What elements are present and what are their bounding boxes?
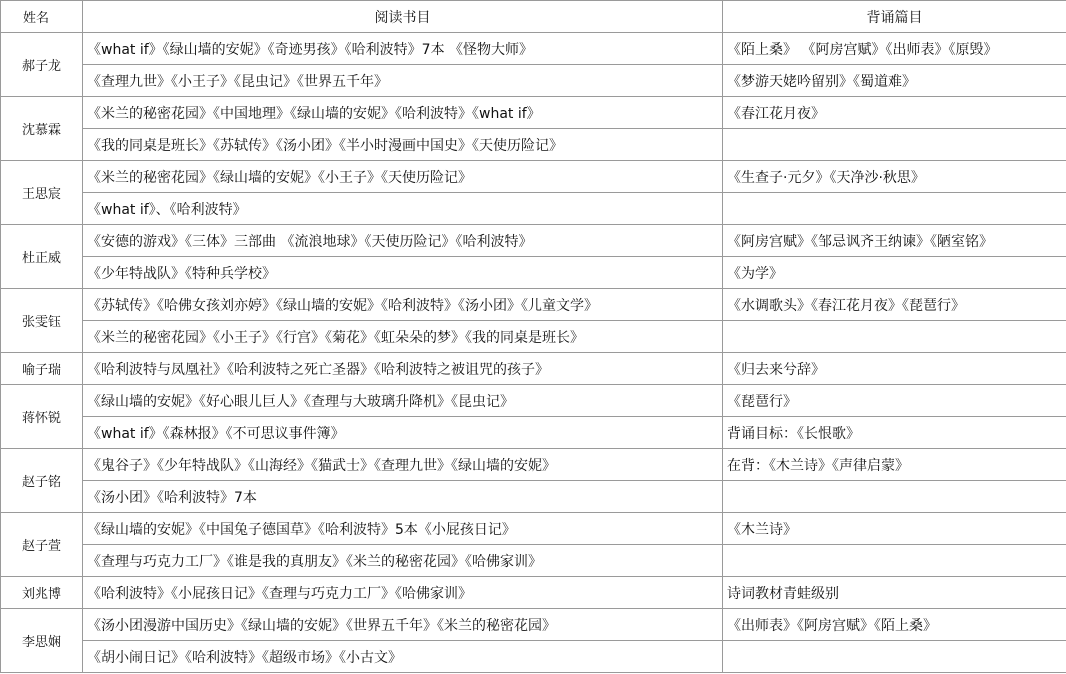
reading-cell[interactable]: 《米兰的秘密花园》《中国地理》《绿山墙的安妮》《哈利波特》《what if》 bbox=[83, 97, 723, 129]
table-row bbox=[1, 97, 1066, 129]
reading-cell[interactable]: 《what if》《绿山墙的安妮》《奇迹男孩》《哈利波特》7本 《怪物大师》 bbox=[83, 33, 723, 65]
student-name-cell[interactable]: 沈慕霖 bbox=[1, 97, 83, 161]
table-row bbox=[1, 481, 1066, 513]
recite-cell[interactable]: 《春江花月夜》 bbox=[723, 97, 1066, 129]
student-name-cell[interactable]: 赵子铭 bbox=[1, 449, 83, 513]
student-name-cell[interactable]: 郝子龙 bbox=[1, 33, 83, 97]
table-row bbox=[1, 257, 1066, 289]
recite-cell[interactable] bbox=[723, 481, 1066, 513]
reading-cell[interactable]: 《胡小闹日记》《哈利波特》《超级市场》《小古文》 bbox=[83, 641, 723, 673]
recite-cell[interactable]: 《木兰诗》 bbox=[723, 513, 1066, 545]
recite-cell[interactable]: 《琵琶行》 bbox=[723, 385, 1066, 417]
reading-cell[interactable]: 《哈利波特》《小屁孩日记》《查理与巧克力工厂》《哈佛家训》 bbox=[83, 577, 723, 609]
header-recite[interactable]: 背诵篇目 bbox=[723, 1, 1066, 33]
table-row bbox=[1, 417, 1066, 449]
recite-cell[interactable]: 《阿房宫赋》《邹忌讽齐王纳谏》《陋室铭》 bbox=[723, 225, 1066, 257]
recite-cell[interactable]: 《陌上桑》 《阿房宫赋》《出师表》《原毁》 bbox=[723, 33, 1066, 65]
table-row bbox=[1, 385, 1066, 417]
recite-cell[interactable]: 《水调歌头》《春江花月夜》《琵琶行》 bbox=[723, 289, 1066, 321]
reading-cell[interactable]: 《绿山墙的安妮》《好心眼儿巨人》《查理与大玻璃升降机》《昆虫记》 bbox=[83, 385, 723, 417]
recite-cell[interactable] bbox=[723, 545, 1066, 577]
reading-cell[interactable]: 《我的同桌是班长》《苏轼传》《汤小团》《半小时漫画中国史》《天使历险记》 bbox=[83, 129, 723, 161]
reading-cell[interactable]: 《鬼谷子》《少年特战队》《山海经》《猫武士》《查理九世》《绿山墙的安妮》 bbox=[83, 449, 723, 481]
table-row bbox=[1, 545, 1066, 577]
table-row bbox=[1, 65, 1066, 97]
reading-cell[interactable]: 《查理与巧克力工厂》《谁是我的真朋友》《米兰的秘密花园》《哈佛家训》 bbox=[83, 545, 723, 577]
table-row bbox=[1, 641, 1066, 673]
recite-cell[interactable] bbox=[723, 641, 1066, 673]
reading-cell[interactable]: 《查理九世》《小王子》《昆虫记》《世界五千年》 bbox=[83, 65, 723, 97]
student-name-cell[interactable]: 王思宸 bbox=[1, 161, 83, 225]
table-row bbox=[1, 225, 1066, 257]
reading-cell[interactable]: 《安德的游戏》《三体》三部曲 《流浪地球》《天使历险记》《哈利波特》 bbox=[83, 225, 723, 257]
recite-cell[interactable]: 《归去来兮辞》 bbox=[723, 353, 1066, 385]
reading-cell[interactable]: 《绿山墙的安妮》《中国兔子德国草》《哈利波特》5本《小屁孩日记》 bbox=[83, 513, 723, 545]
header-name[interactable]: 姓名 bbox=[1, 1, 83, 33]
recite-cell[interactable] bbox=[723, 321, 1066, 353]
table-row bbox=[1, 129, 1066, 161]
recite-cell[interactable]: 《出师表》《阿房宫赋》《陌上桑》 bbox=[723, 609, 1066, 641]
recite-cell[interactable]: 《梦游天姥吟留别》《蜀道难》 bbox=[723, 65, 1066, 97]
table-row bbox=[1, 577, 1066, 609]
reading-cell[interactable]: 《少年特战队》《特种兵学校》 bbox=[83, 257, 723, 289]
student-name-cell[interactable]: 蒋怀锐 bbox=[1, 385, 83, 449]
table-row bbox=[1, 33, 1066, 65]
table-row bbox=[1, 449, 1066, 481]
table-row bbox=[1, 193, 1066, 225]
recite-cell[interactable] bbox=[723, 193, 1066, 225]
recite-cell[interactable]: 背诵目标：《长恨歌》 bbox=[723, 417, 1066, 449]
reading-cell[interactable]: 《米兰的秘密花园》《绿山墙的安妮》《小王子》《天使历险记》 bbox=[83, 161, 723, 193]
student-name-cell[interactable]: 赵子萱 bbox=[1, 513, 83, 577]
student-name-cell[interactable]: 张雯钰 bbox=[1, 289, 83, 353]
student-name-cell[interactable]: 李思娴 bbox=[1, 609, 83, 673]
reading-cell[interactable]: 《苏轼传》《哈佛女孩刘亦婷》《绿山墙的安妮》《哈利波特》《汤小团》《儿童文学》 bbox=[83, 289, 723, 321]
recite-cell[interactable]: 在背：《木兰诗》《声律启蒙》 bbox=[723, 449, 1066, 481]
header-row bbox=[1, 1, 1066, 33]
reading-cell[interactable]: 《汤小团漫游中国历史》《绿山墙的安妮》《世界五千年》《米兰的秘密花园》 bbox=[83, 609, 723, 641]
table-row bbox=[1, 513, 1066, 545]
recite-cell[interactable]: 《为学》 bbox=[723, 257, 1066, 289]
reading-cell[interactable]: 《what if》、《哈利波特》 bbox=[83, 193, 723, 225]
recite-cell[interactable]: 《生查子·元夕》《天净沙·秋思》 bbox=[723, 161, 1066, 193]
table-row bbox=[1, 161, 1066, 193]
reading-cell[interactable]: 《哈利波特与凤凰社》《哈利波特之死亡圣器》《哈利波特之被诅咒的孩子》 bbox=[83, 353, 723, 385]
reading-cell[interactable]: 《汤小团》《哈利波特》7本 bbox=[83, 481, 723, 513]
table-row bbox=[1, 289, 1066, 321]
header-reading[interactable]: 阅读书目 bbox=[83, 1, 723, 33]
student-name-cell[interactable]: 刘兆博 bbox=[1, 577, 83, 609]
recite-cell[interactable]: 诗词教材青蛙级别 bbox=[723, 577, 1066, 609]
reading-cell[interactable]: 《what if》《森林报》《不可思议事件簿》 bbox=[83, 417, 723, 449]
student-name-cell[interactable]: 杜正威 bbox=[1, 225, 83, 289]
table-body bbox=[1, 33, 1066, 673]
reading-cell[interactable]: 《米兰的秘密花园》《小王子》《行宫》《菊花》《虹朵朵的梦》《我的同桌是班长》 bbox=[83, 321, 723, 353]
recite-cell[interactable] bbox=[723, 129, 1066, 161]
table-row bbox=[1, 609, 1066, 641]
table-row bbox=[1, 321, 1066, 353]
table-row bbox=[1, 353, 1066, 385]
student-name-cell[interactable]: 喻子瑞 bbox=[1, 353, 83, 385]
